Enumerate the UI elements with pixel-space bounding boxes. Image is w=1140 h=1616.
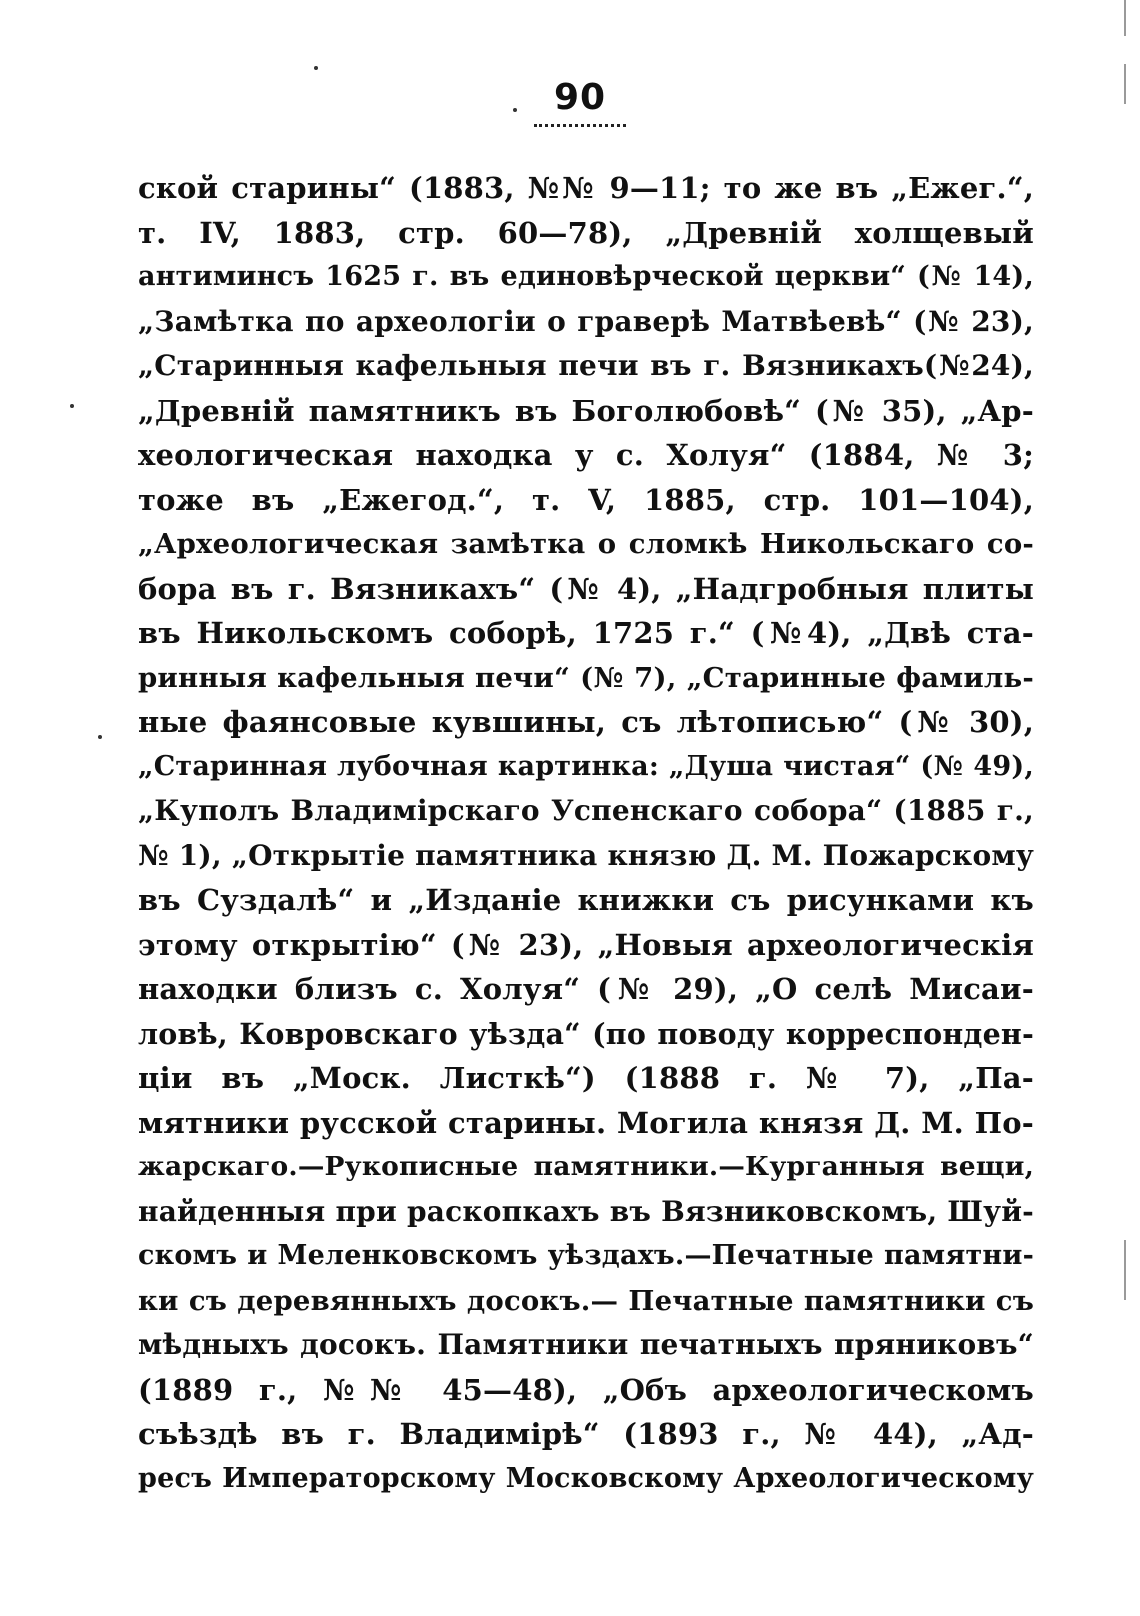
text-line: ціи въ „Моск. Листкѣ“) (1888 г. № 7), „Па- xyxy=(138,1061,1034,1095)
scan-speck xyxy=(98,735,102,739)
scan-edge-mark xyxy=(1124,0,1126,36)
text-line: (1889 г., №№ 45—48), „Объ археологическомъ xyxy=(138,1372,1034,1407)
text-line: въ Никольскомъ соборѣ, 1725 г.“ (№4), „Двѣ ста- xyxy=(138,616,1034,650)
scan-edge-mark xyxy=(1124,64,1126,104)
text-line: „Замѣтка по археологіи о граверѣ Матвѣевѣ“ (№ 23), xyxy=(138,304,1034,338)
text-line: ресъ Императорскому Московскому Археологическому xyxy=(138,1462,1034,1494)
page-number: 90 xyxy=(553,77,607,118)
text-line: ки съ деревянныхъ досокъ.— Печатные памятники съ xyxy=(138,1284,1034,1317)
text-line: скомъ и Меленковскомъ уѣздахъ.—Печатные памятни- xyxy=(138,1240,1034,1271)
text-line: этому открытію“ (№ 23), „Новыя археологическія xyxy=(138,927,1034,962)
text-line: находки близъ с. Холуя“ (№ 29), „О селѣ Мисаи- xyxy=(138,972,1034,1006)
text-line: ринныя кафельныя печи“ (№ 7), „Старинные фамиль- xyxy=(138,661,1034,694)
text-line: съѣздѣ въ г. Владимірѣ“ (1893 г., № 44), „Ад- xyxy=(138,1417,1034,1451)
text-line: бора въ г. Вязникахъ“ (№ 4), „Надгробныя плиты xyxy=(138,571,1034,606)
text-line: т. IV, 1883, стр. 60—78), „Древній холщевый xyxy=(138,215,1034,250)
body-text xyxy=(138,166,1034,1501)
scan-speck xyxy=(70,404,74,408)
text-line: „Древній памятникъ въ Боголюбовѣ“ (№ 35), „Ар- xyxy=(138,393,1034,428)
text-line: хеологическая находка у с. Холуя“ (1884, № 3; xyxy=(138,438,1034,472)
text-line: мятники русской старины. Могила князя Д. М. По- xyxy=(138,1105,1034,1140)
text-line: № 1), „Открытіе памятника князю Д. М. Пожарскому xyxy=(138,838,1034,872)
text-line: „Старинная лубочная картинка: „Душа чистая“ (№ 49), xyxy=(138,750,1034,782)
text-line: ской старины“ (1883, №№ 9—11; то же въ „Ежег.“, xyxy=(138,171,1034,205)
text-line: найденныя при раскопкахъ въ Вязниковскомъ, Шуй- xyxy=(138,1194,1034,1228)
scan-speck xyxy=(513,108,517,112)
scan-edge-mark xyxy=(1124,1240,1126,1300)
text-line: ные фаянсовые кувшины, съ лѣтописью“ (№ 30), xyxy=(138,705,1034,739)
text-line: ловѣ, Ковровскаго уѣзда“ (по поводу корреспонден- xyxy=(138,1016,1034,1051)
page-header xyxy=(520,78,640,127)
text-line: „Археологическая замѣтка о сломкѣ Никольскаго со- xyxy=(138,528,1034,560)
text-line: „Куполъ Владимірскаго Успенскаго собора“ (1885 г., xyxy=(138,794,1034,827)
text-line: антиминсъ 1625 г. въ единовѣрческой церкви“ (№ 14), xyxy=(138,261,1034,292)
scan-speck xyxy=(314,66,318,70)
text-line: мѣдныхъ досокъ. Памятники печатныхъ пряниковъ“ xyxy=(138,1328,1034,1361)
text-line: „Старинныя кафельныя печи въ г. Вязникахъ(№24), xyxy=(138,349,1034,382)
page-number-rule xyxy=(534,124,626,127)
text-line: тоже въ „Ежегод.“, т. V, 1885, стр. 101—104), xyxy=(138,482,1034,517)
text-line: въ Суздалѣ“ и „Изданіе книжки съ рисунками къ xyxy=(138,883,1034,917)
text-line: жарскаго.—Рукописные памятники.—Курганныя вещи, xyxy=(138,1151,1034,1182)
